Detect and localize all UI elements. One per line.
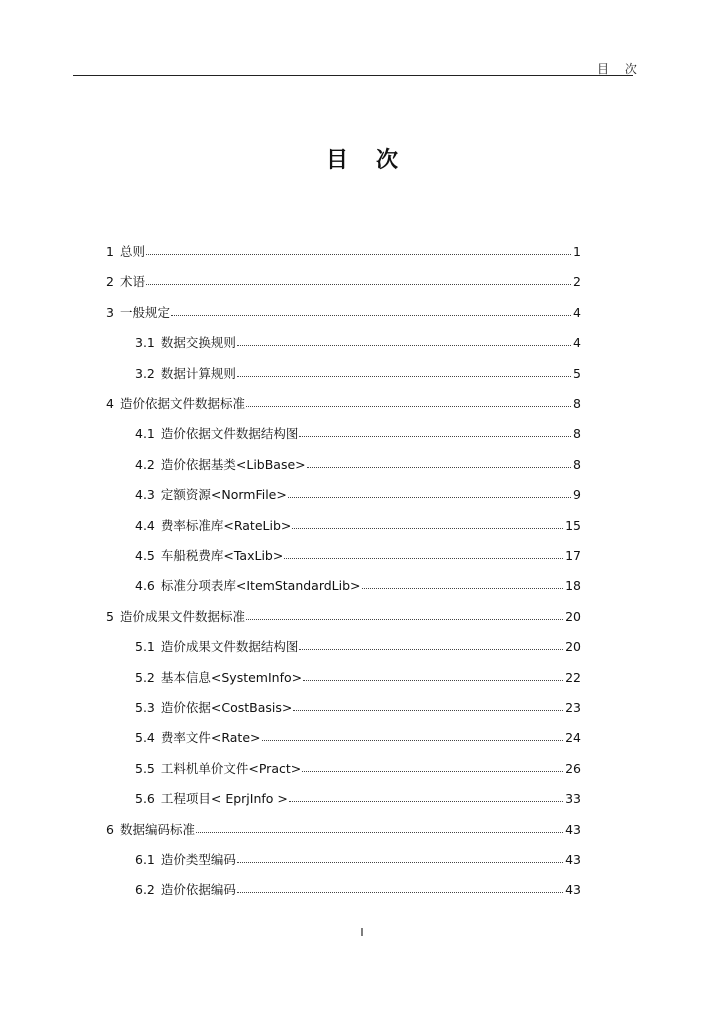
toc-entry-number: 4.5 [135,548,155,563]
toc-dot-leader [237,891,563,893]
toc-entry[interactable] [135,506,581,534]
toc-entry-page: 1 [573,244,581,259]
toc-entry-page: 8 [573,426,581,442]
toc-entry[interactable] [135,749,581,777]
toc-entry-label: 工料机单价文件<Pract> [160,760,302,776]
toc-entry[interactable] [106,810,581,838]
toc-entry-number: 4.3 [135,487,155,503]
toc-entry-number: 4.2 [135,456,155,472]
toc-dot-leader [299,648,563,650]
toc-entry-label: 造价成果文件数据标准 [119,608,245,624]
toc-entry-label: 标准分项表库<ItemStandardLib> [160,578,361,594]
toc-entry-number: 3.2 [135,365,155,381]
toc-entry-label: 总则 [119,244,145,259]
toc-dot-leader [289,800,563,802]
toc-entry[interactable] [135,840,581,868]
toc-entry[interactable] [135,414,581,442]
toc-entry[interactable] [106,384,581,412]
toc-entry-page: 4 [573,335,581,351]
toc-entry[interactable] [135,870,581,898]
toc-entry-page: 4 [573,304,581,320]
toc-entry-page: 33 [565,791,581,807]
toc-entry-number: 4.4 [135,517,155,533]
toc-entry-page: 24 [565,730,581,746]
toc-entry-number: 5.3 [135,700,155,715]
toc-entry-label: 造价依据编码 [160,882,236,898]
toc-dot-leader [362,587,564,589]
toc-entry-number: 5.2 [135,669,155,685]
toc-dot-leader [196,831,563,833]
toc-entry[interactable] [135,718,581,746]
toc-entry-number: 5.1 [135,639,155,655]
toc-entry[interactable] [135,627,581,655]
toc-dot-leader [299,435,571,437]
toc-entry-number: 5.4 [135,730,155,746]
toc-entry-label: 数据编码标准 [119,821,195,837]
toc-entry-page: 9 [573,487,581,503]
toc-entry-page: 43 [565,821,581,837]
toc-entry-label: 工程项目< EprjInfo > [160,791,288,807]
toc-entry[interactable] [106,262,581,290]
toc-dot-leader [246,618,563,620]
toc-entry-label: 费率标准库<RateLib> [160,517,292,533]
toc-entry-label: 术语 [119,274,145,290]
toc-entry-label: 定额资源<NormFile> [160,487,287,503]
toc-entry[interactable] [135,354,581,382]
toc-entry-page: 26 [565,760,581,776]
toc-entry-number: 2 [106,274,114,290]
toc-entry-page: 20 [565,639,581,655]
toc-entry-number: 6 [106,821,114,837]
toc-entry[interactable] [135,475,581,503]
toc-entry[interactable] [135,688,581,716]
toc-entry-number: 5.6 [135,791,155,807]
toc-entry-number: 5 [106,608,114,624]
footer-page-number: I [360,926,364,939]
toc-entry-label: 费率文件<Rate> [160,730,261,746]
toc-entry-page: 8 [573,396,581,411]
toc-entry[interactable] [106,232,581,260]
toc-entry-page: 22 [565,669,581,685]
toc-dot-leader [262,739,564,741]
toc-entry-page: 2 [573,274,581,290]
toc-entry-label: 车船税费库<TaxLib> [160,548,284,563]
toc-dot-leader [171,314,571,316]
toc-entry-number: 3 [106,304,114,320]
running-header-title: 目 次 [597,62,643,76]
toc-dot-leader [246,405,571,407]
toc-entry[interactable] [135,566,581,594]
toc-entry[interactable] [106,293,581,321]
toc-entry-label: 造价依据文件数据结构图 [160,426,299,442]
toc-entry-page: 15 [565,517,581,533]
toc-dot-leader [146,253,571,255]
toc-dot-leader [284,557,563,559]
toc-entry-page: 17 [565,548,581,563]
toc-dot-leader [292,527,563,529]
toc-dot-leader [237,375,571,377]
toc-entry-number: 4 [106,396,114,411]
toc-entry-page: 20 [565,608,581,624]
toc-dot-leader [293,709,563,711]
toc-dot-leader [146,283,571,285]
toc-entry-page: 8 [573,456,581,472]
toc-entry-number: 5.5 [135,760,155,776]
toc-entry[interactable] [135,658,581,686]
toc-entry-label: 造价依据基类<LibBase> [160,456,306,472]
toc-entry[interactable] [135,445,581,473]
toc-entry[interactable] [135,779,581,807]
toc-entry-number: 1 [106,244,114,259]
toc-dot-leader [307,466,571,468]
toc-entry-page: 23 [565,700,581,715]
toc-entry-label: 造价类型编码 [160,852,236,867]
toc-entry[interactable] [135,536,581,564]
toc-entry-label: 基本信息<SystemInfo> [160,669,303,685]
toc-dot-leader [303,679,563,681]
toc-entry-page: 5 [573,365,581,381]
toc-dot-leader [302,770,563,772]
toc-dot-leader [237,861,563,863]
toc-entry-page: 43 [565,852,581,867]
toc-entry-label: 数据计算规则 [160,365,236,381]
toc-entry-number: 6.2 [135,882,155,898]
toc-entry-label: 数据交换规则 [160,335,236,351]
toc-entry-number: 4.6 [135,578,155,594]
toc-entry-label: 造价依据<CostBasis> [160,700,293,715]
toc-entry-number: 6.1 [135,852,155,867]
toc-dot-leader [237,344,571,346]
toc-entry-page: 18 [565,578,581,594]
toc-dot-leader [288,496,571,498]
toc-entry-label: 造价成果文件数据结构图 [160,639,299,655]
toc-entry-number: 4.1 [135,426,155,442]
toc-entry-label: 一般规定 [119,304,170,320]
toc-entry[interactable] [135,323,581,351]
header-divider [73,75,633,76]
toc-entry-number: 3.1 [135,335,155,351]
toc-entry-label: 造价依据文件数据标准 [119,396,245,411]
toc-entry-page: 43 [565,882,581,898]
toc-entry[interactable] [106,597,581,625]
page-title: 目次 [325,148,426,173]
